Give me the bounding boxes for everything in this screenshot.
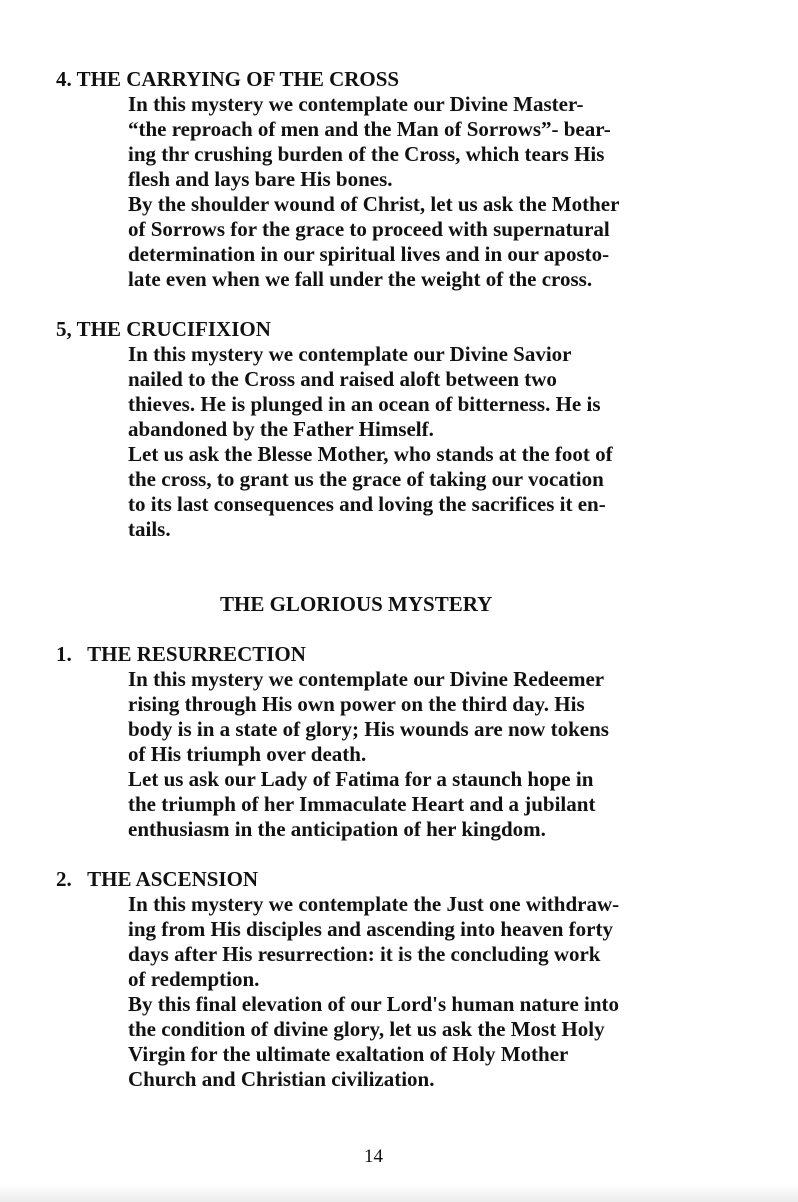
paragraph-line: the condition of divine glory, let us ask the Most Holy — [128, 1017, 605, 1041]
paragraph-line: of Sorrows for the grace to proceed with supernatural — [128, 217, 610, 241]
page-bottom-shadow — [0, 1184, 798, 1202]
paragraph-line: By the shoulder wound of Christ, let us ask the Mother — [128, 192, 620, 216]
paragraph-line: rising through His own power on the third day. His — [128, 692, 585, 716]
paragraph-line: nailed to the Cross and raised aloft between two — [128, 367, 557, 391]
section-heading-resurrection: 1. THE RESURRECTION — [56, 642, 306, 666]
paragraph-line: Church and Christian civilization. — [128, 1067, 435, 1091]
paragraph-line: determination in our spiritual lives and in our aposto- — [128, 242, 610, 266]
paragraph-line: of His triumph over death. — [128, 742, 367, 766]
paragraph-line: In this mystery we contemplate our Divine Redeemer — [128, 667, 605, 691]
paragraph-line: In this mystery we contemplate our Divine Master- — [128, 92, 584, 116]
paragraph-line: flesh and lays bare His bones. — [128, 167, 393, 191]
paragraph-line: In this mystery we contemplate our Divine Savior — [128, 342, 572, 366]
section-heading-ascension: 2. THE ASCENSION — [56, 867, 259, 891]
paragraph-line: In this mystery we contemplate the Just one withdraw- — [128, 892, 620, 916]
paragraph-line: abandoned by the Father Himself. — [128, 417, 434, 441]
paragraph-line: tails. — [128, 517, 171, 541]
paragraph-line: of redemption. — [128, 967, 260, 991]
paragraph-line: enthusiasm in the anticipation of her kingdom. — [128, 817, 546, 841]
paragraph-line: Let us ask our Lady of Fatima for a staunch hope in — [128, 767, 594, 791]
paragraph-line: ing thr crushing burden of the Cross, which tears His — [128, 142, 605, 166]
section-heading-carrying-cross: 4. THE CARRYING OF THE CROSS — [56, 67, 400, 91]
paragraph-line: to its last consequences and loving the sacrifices it en- — [128, 492, 606, 516]
paragraph-line: ing from His disciples and ascending into heaven forty — [128, 917, 613, 941]
page-number: 14 — [364, 1146, 383, 1167]
paragraph-line: thieves. He is plunged in an ocean of bitterness. He is — [128, 392, 601, 416]
paragraph-line: Virgin for the ultimate exaltation of Holy Mother — [128, 1042, 569, 1066]
paragraph-line: By this final elevation of our Lord's human nature into — [128, 992, 620, 1016]
section-heading-crucifixion: 5, THE CRUCIFIXION — [56, 317, 271, 341]
glorious-mystery-title: THE GLORIOUS MYSTERY — [220, 592, 493, 616]
paragraph-line: days after His resurrection: it is the concluding work — [128, 942, 601, 966]
paragraph-line: “the reproach of men and the Man of Sorrows”- bear- — [128, 117, 611, 141]
paragraph-line: late even when we fall under the weight of the cross. — [128, 267, 593, 291]
paragraph-line: the triumph of her Immaculate Heart and a jubilant — [128, 792, 596, 816]
paragraph-line: body is in a state of glory; His wounds are now tokens — [128, 717, 609, 741]
paragraph-line: the cross, to grant us the grace of taking our vocation — [128, 467, 604, 491]
paragraph-line: Let us ask the Blesse Mother, who stands at the foot of — [128, 442, 613, 466]
